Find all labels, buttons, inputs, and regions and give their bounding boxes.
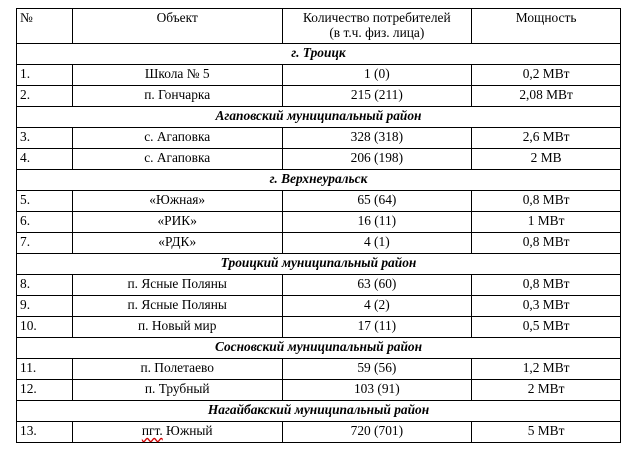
table-row [17, 191, 621, 212]
row-object: п. Гончарка [72, 86, 282, 107]
row-num: 3. [17, 128, 73, 149]
section-title: Агаповский муниципальный район [17, 107, 621, 128]
row-power: 0,3 МВт [472, 296, 621, 317]
row-num: 10. [17, 317, 73, 338]
header-count [282, 9, 472, 44]
section-title: г. Верхнеуральск [17, 170, 621, 191]
row-object: с. Агаповка [72, 128, 282, 149]
section-title: Сосновский муниципальный район [17, 338, 621, 359]
row-power: 0,8 МВт [472, 191, 621, 212]
row-object: п. Ясные Поляны [72, 275, 282, 296]
row-num: 1. [17, 65, 73, 86]
row-count: 59 (56) [282, 359, 472, 380]
row-object: с. Агаповка [72, 149, 282, 170]
row-count: 63 (60) [282, 275, 472, 296]
header-power: Мощность [472, 9, 621, 44]
row-power: 2,6 МВт [472, 128, 621, 149]
section-header-row [17, 401, 621, 422]
row-object: п. Ясные Поляны [72, 296, 282, 317]
row-power: 2 МВт [472, 380, 621, 401]
row-count: 17 (11) [282, 317, 472, 338]
table-row [17, 317, 621, 338]
row-num: 11. [17, 359, 73, 380]
section-header-row [17, 107, 621, 128]
row-power: 5 МВт [472, 422, 621, 443]
table-row [17, 233, 621, 254]
row-object: «РИК» [72, 212, 282, 233]
row-count: 1 (0) [282, 65, 472, 86]
row-num: 6. [17, 212, 73, 233]
table-row [17, 296, 621, 317]
row-power: 0,8 МВт [472, 275, 621, 296]
section-header-row [17, 338, 621, 359]
row-count: 328 (318) [282, 128, 472, 149]
row-count: 720 (701) [282, 422, 472, 443]
table-row [17, 128, 621, 149]
row-power: 0,2 МВт [472, 65, 621, 86]
row-num: 4. [17, 149, 73, 170]
row-num: 13. [17, 422, 73, 443]
table-row [17, 149, 621, 170]
row-num: 12. [17, 380, 73, 401]
row-power: 1 МВт [472, 212, 621, 233]
section-title: Нагайбакский муниципальный район [17, 401, 621, 422]
table-row [17, 380, 621, 401]
row-power: 0,5 МВт [472, 317, 621, 338]
spellcheck-underlined-text: пгт. [141, 423, 163, 438]
section-header-row [17, 170, 621, 191]
table-row [17, 65, 621, 86]
header-count-line1: Количество потребителей [303, 10, 451, 25]
row-num: 9. [17, 296, 73, 317]
table-row [17, 275, 621, 296]
row-count: 4 (1) [282, 233, 472, 254]
row-count: 4 (2) [282, 296, 472, 317]
header-object: Объект [72, 9, 282, 44]
row-num: 5. [17, 191, 73, 212]
table-row [17, 422, 621, 443]
row-power: 2,08 МВт [472, 86, 621, 107]
section-title: г. Троицк [17, 44, 621, 65]
row-num: 2. [17, 86, 73, 107]
row-object-rest: Южный [162, 423, 213, 438]
row-count: 65 (64) [282, 191, 472, 212]
row-object: «Южная» [72, 191, 282, 212]
header-count-line2: (в т.ч. физ. лица) [329, 25, 425, 40]
consumers-table [16, 8, 621, 443]
row-object: п. Новый мир [72, 317, 282, 338]
row-object: п. Трубный [72, 380, 282, 401]
row-power: 1,2 МВт [472, 359, 621, 380]
table-header-row [17, 9, 621, 44]
row-count: 16 (11) [282, 212, 472, 233]
header-num: № [17, 9, 73, 44]
section-title: Троицкий муниципальный район [17, 254, 621, 275]
table-row [17, 359, 621, 380]
row-power: 2 МВ [472, 149, 621, 170]
row-power: 0,8 МВт [472, 233, 621, 254]
table-row [17, 212, 621, 233]
row-count: 103 (91) [282, 380, 472, 401]
table-row [17, 86, 621, 107]
section-header-row [17, 44, 621, 65]
row-object: п. Полетаево [72, 359, 282, 380]
row-count: 215 (211) [282, 86, 472, 107]
section-header-row [17, 254, 621, 275]
row-num: 7. [17, 233, 73, 254]
row-object: Школа № 5 [72, 65, 282, 86]
row-object [72, 422, 282, 443]
row-num: 8. [17, 275, 73, 296]
row-count: 206 (198) [282, 149, 472, 170]
row-object: «РДК» [72, 233, 282, 254]
